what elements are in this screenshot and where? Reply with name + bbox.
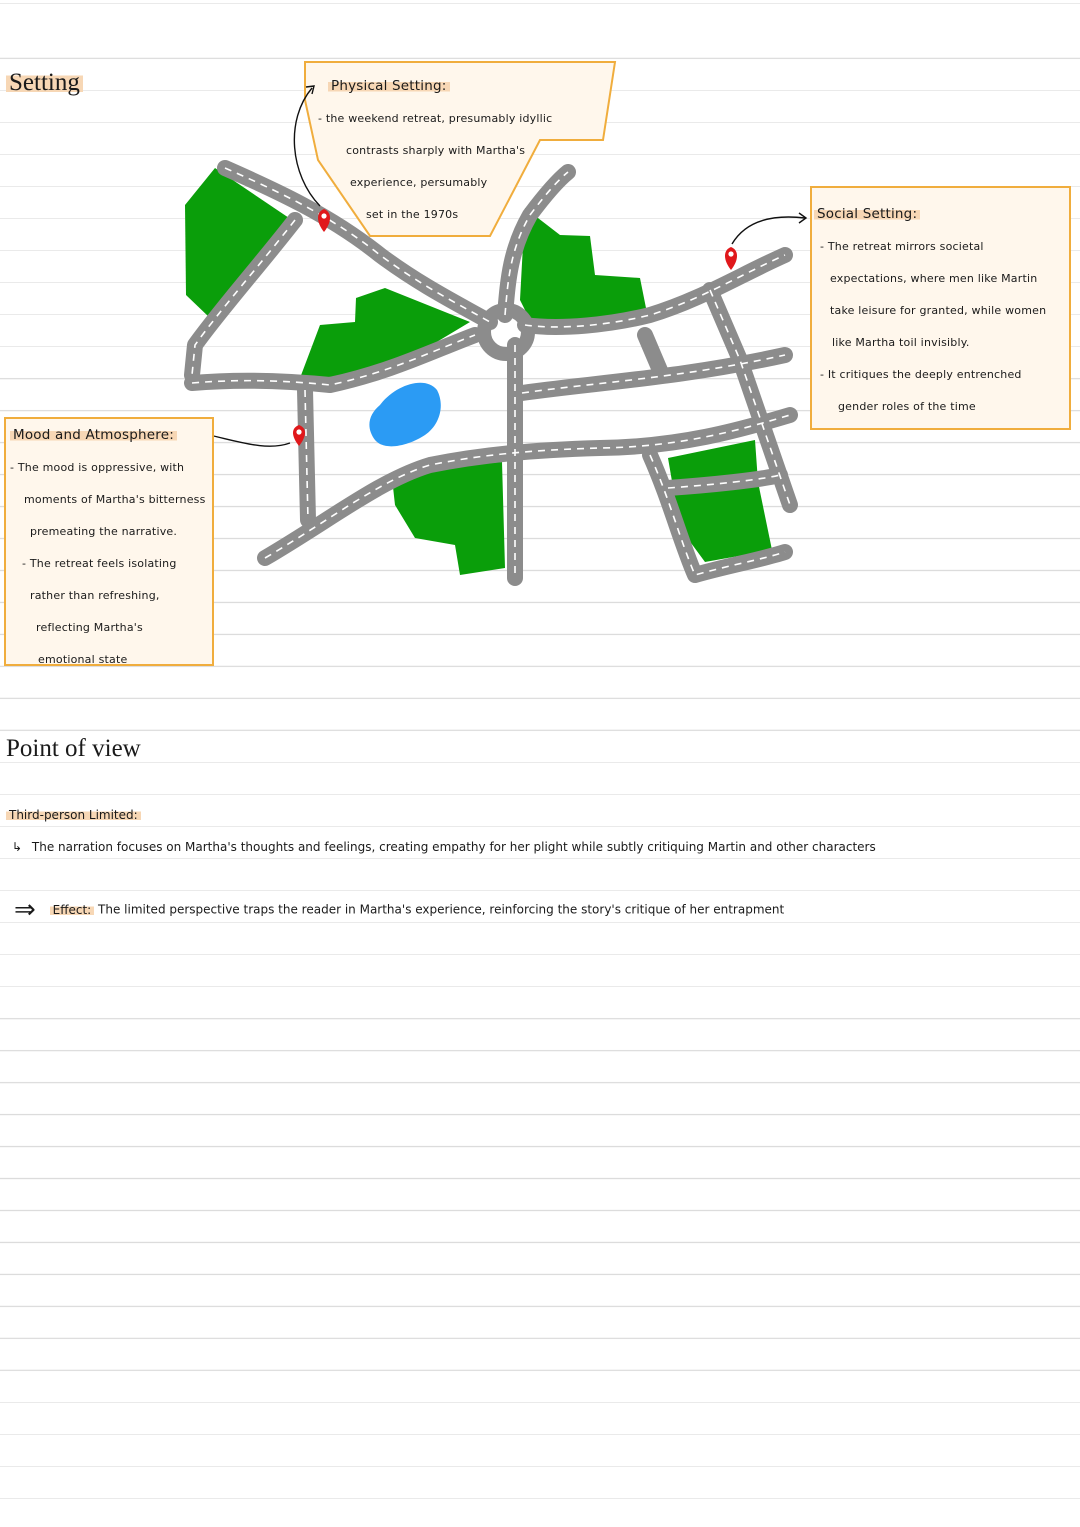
third-person-label: Third-person Limited: [6, 808, 141, 822]
lake [369, 383, 440, 447]
note-line: - the weekend retreat, presumably idyllic [318, 112, 553, 125]
pov-heading: Point of view [6, 735, 141, 762]
physical-setting-note [318, 70, 552, 231]
pov-effect-line [14, 895, 785, 925]
note-line: contrasts sharply with Martha's [346, 144, 526, 157]
note-line: rather than refreshing, [30, 589, 160, 602]
social-setting-note [814, 198, 1046, 423]
note-line: experience, persumably [350, 176, 488, 189]
note-line: - The retreat mirrors societal [820, 240, 984, 253]
setting-heading: Setting [6, 70, 83, 95]
return-arrow-icon: ↳ [12, 840, 23, 854]
mood-atmosphere-note [10, 419, 206, 676]
effect-label: Effect: [50, 903, 95, 917]
note-line: - The retreat feels isolating [22, 557, 177, 570]
note-line: - It critiques the deeply entrenched [820, 368, 1022, 381]
effect-text: The limited perspective traps the reader in Martha's experience, reinforcing the story's critique of her entrapment [98, 902, 785, 917]
pov-detail-line [12, 840, 876, 854]
note-line: take leisure for granted, while women [830, 304, 1047, 317]
note-line: moments of Martha's bitterness [24, 493, 206, 506]
note-line: set in the 1970s [366, 208, 459, 221]
arrow-connector [732, 217, 805, 244]
note-line: reflecting Martha's [36, 621, 143, 634]
note-line: - The mood is oppressive, with [10, 461, 185, 474]
note-line: gender roles of the time [838, 400, 976, 413]
social-setting-title: Social Setting: [814, 206, 920, 222]
note-line: expectations, where men like Martin [830, 272, 1038, 285]
double-arrow-icon: ⇒ [14, 895, 36, 925]
note-line: emotional state [38, 653, 128, 666]
location-pin-icon [725, 247, 737, 270]
mood-atmosphere-title: Mood and Atmosphere: [10, 427, 177, 443]
pov-detail-text: The narration focuses on Martha's thoughts and feelings, creating empathy for her plight while subtly critiquing Martin and other characters [31, 840, 876, 854]
note-line: like Martha toil invisibly. [832, 336, 970, 349]
road [645, 335, 662, 375]
note-line: premeating the narrative. [30, 525, 178, 538]
physical-setting-title: Physical Setting: [328, 78, 450, 94]
